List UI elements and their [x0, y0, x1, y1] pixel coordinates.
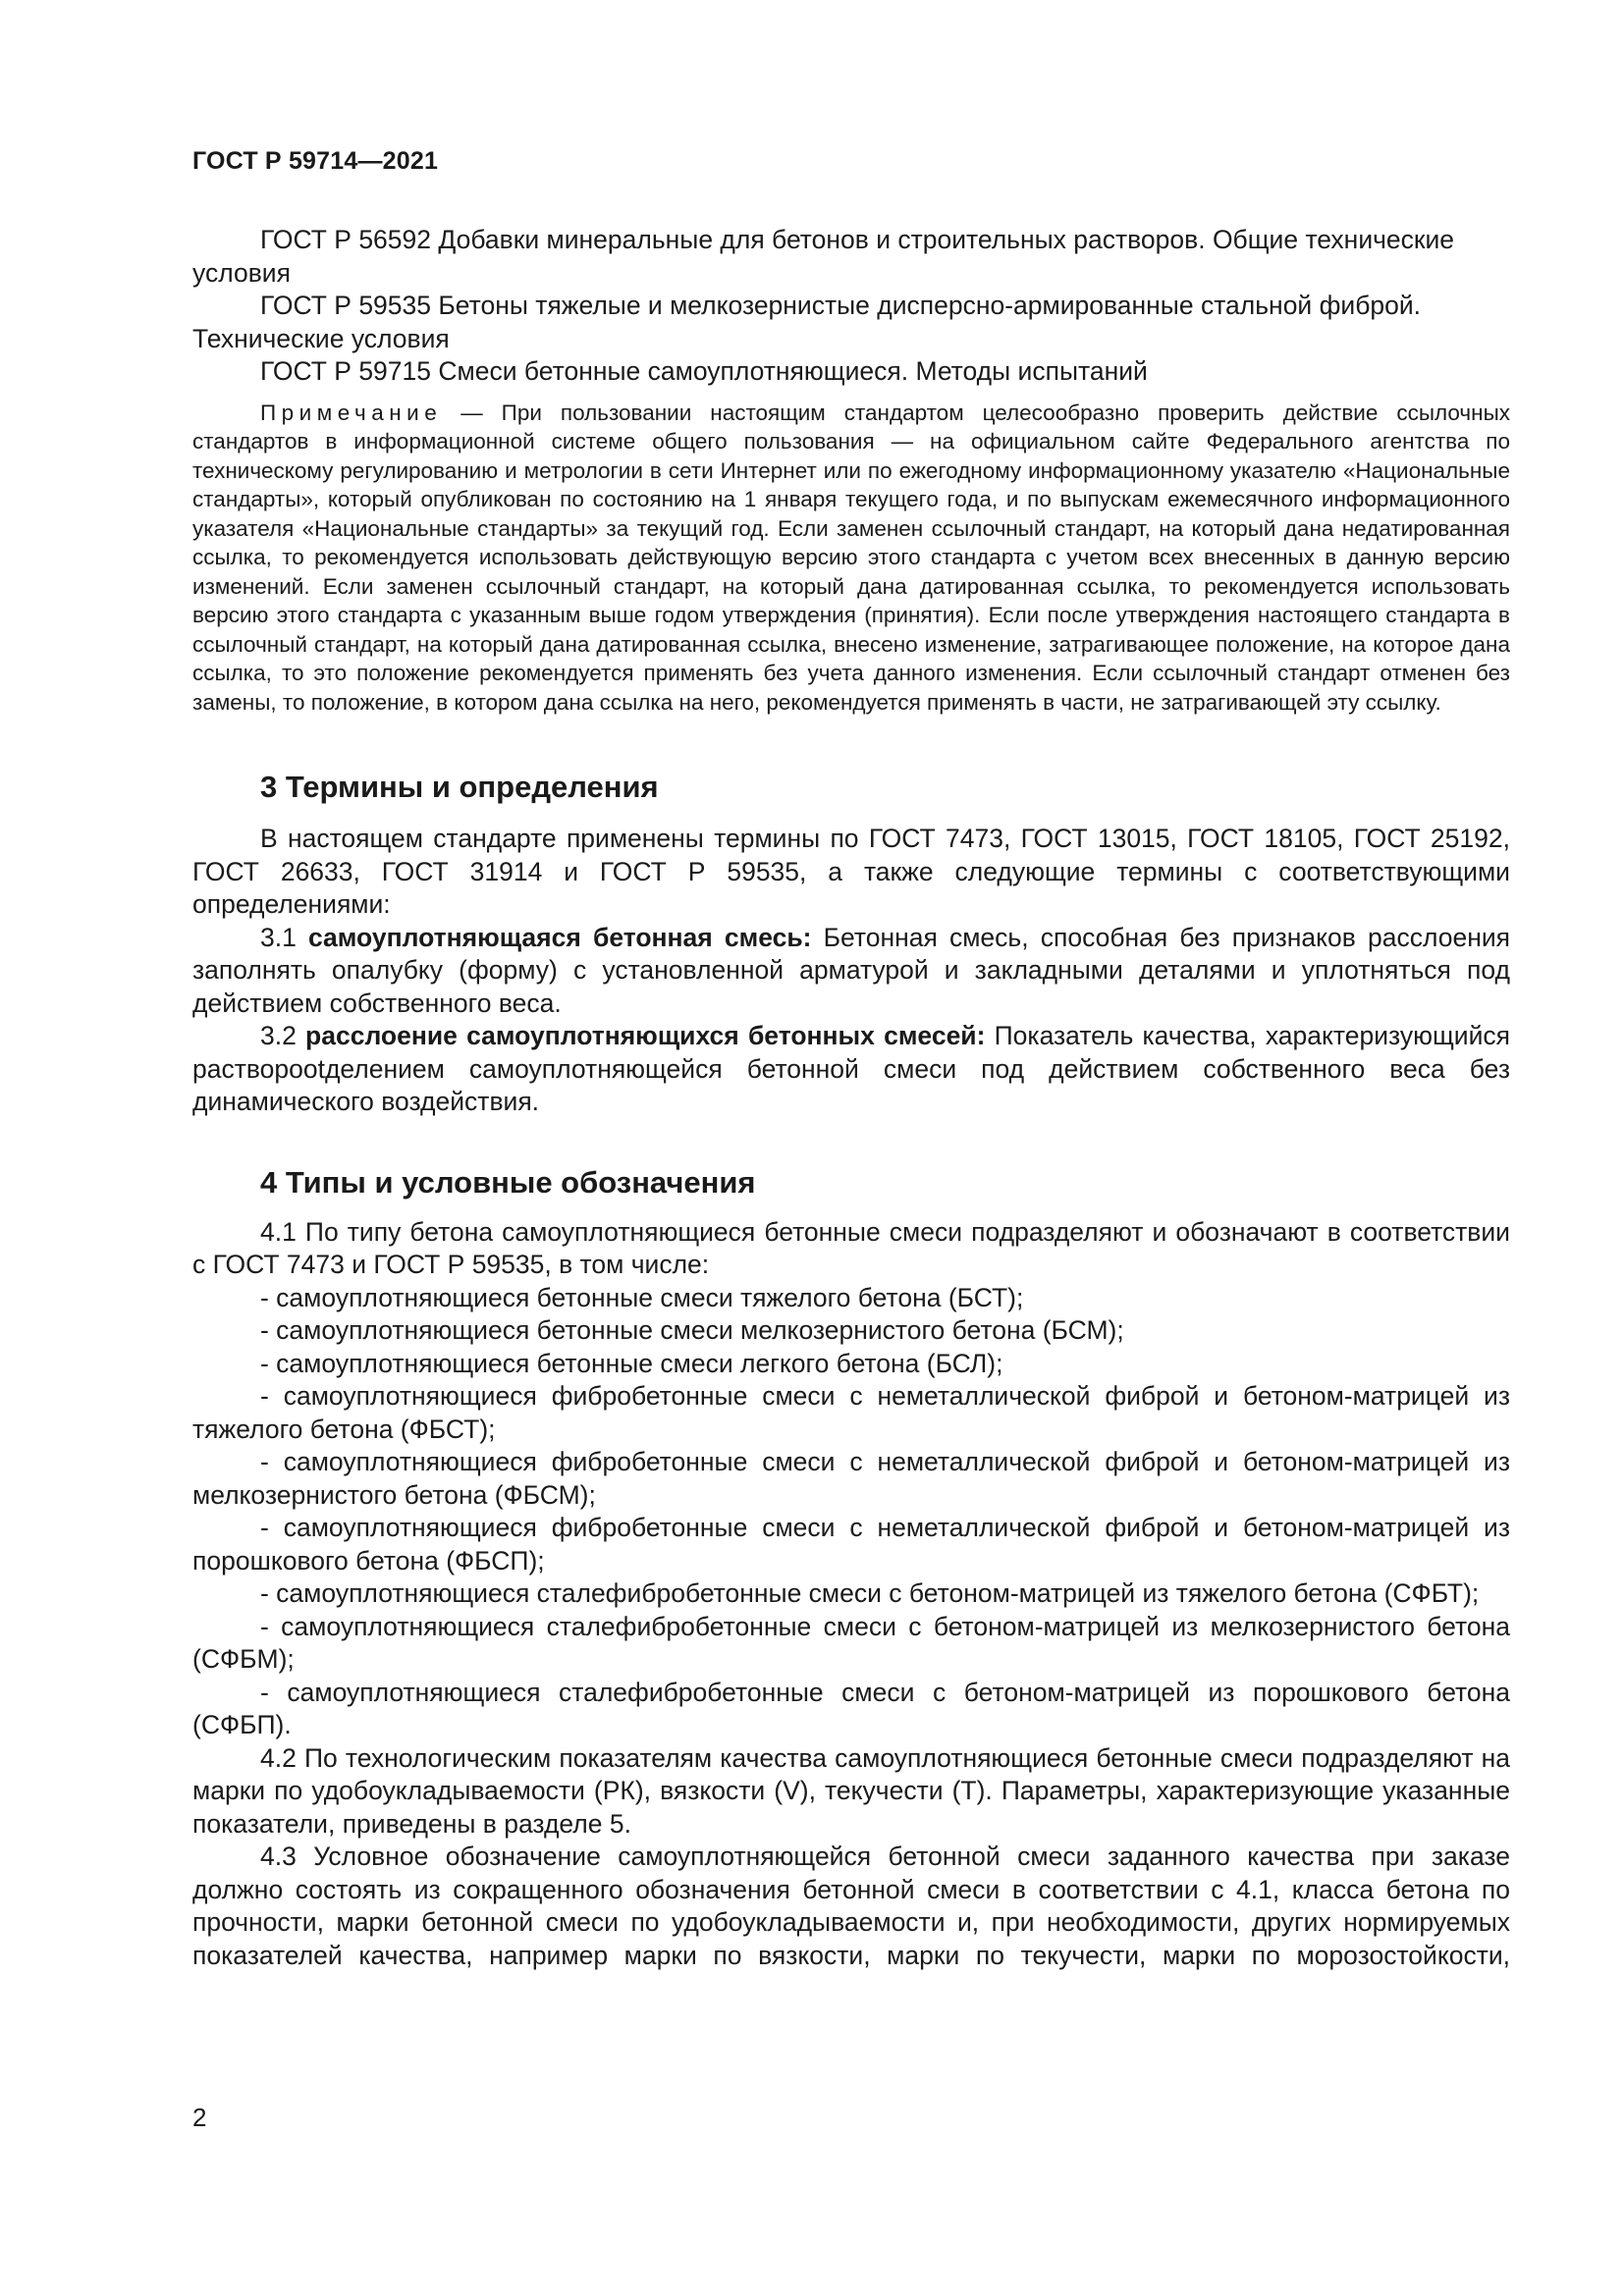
note-paragraph [192, 399, 1510, 718]
reference-item: ГОСТ Р 59715 Смеси бетонные самоуплотняющиеся. Методы испытаний [260, 356, 1148, 386]
list-item: - самоуплотняющиеся фибробетонные смеси с неметаллической фиброй и бетоном-матрицей из тяжелого бетона (ФБСТ); [192, 1381, 1510, 1444]
list-item: - самоуплотняющиеся бетонные смеси легкого бетона (БСЛ); [260, 1348, 1003, 1378]
term-definition-3-2 [192, 1020, 1510, 1119]
term-text: Бетонная смесь, способная без признаков расслоения заполнять опалубку (форму) с установленной арматурой и закладными деталями и уплотняться под действием собственного веса. [192, 922, 1511, 1018]
paragraph-4-3: 4.3 Условное обозначение самоуплотняющейся бетонной смеси заданного качества при заказе должно состоять из сокращенного обозначения бетонной смеси в соответствии с 4.1, класса бетона по прочности, марки бетонной смеси по удобоукладываемости и, при необходимости, других нормируемых показателей качества, например марки по вязкости, марки по текучести, марки по морозостойкости, [192, 1842, 1510, 1970]
paragraph-4-1: 4.1 По типу бетона самоуплотняющиеся бетонные смеси подразделяют и обозначают в соответствии с ГОСТ 7473 и ГОСТ Р 59535, в том числе: [192, 1216, 1510, 1279]
document-header: ГОСТ Р 59714—2021 [192, 147, 439, 175]
section-4-heading: 4 Типы и условные обозначения [260, 1164, 756, 1200]
list-item: - самоуплотняющиеся сталефибробетонные смеси с бетоном-матрицей из мелкозернистого бетона (СФБМ); [192, 1611, 1510, 1674]
reference-item: ГОСТ Р 56592 Добавки минеральные для бетонов и строительных растворов. Общие технические условия [192, 225, 1455, 288]
term-number: 3.1 [260, 922, 308, 952]
document-body [192, 224, 1510, 1972]
list-item: - самоуплотняющиеся бетонные смеси мелкозернистого бетона (БСМ); [260, 1315, 1124, 1345]
term-definition-3-1 [192, 922, 1510, 1021]
page-number: 2 [192, 2103, 207, 2132]
list-item: - самоуплотняющиеся сталефибробетонные смеси с бетоном-матрицей из порошкового бетона (СФБП). [192, 1677, 1510, 1739]
term-number: 3.2 [260, 1021, 306, 1050]
term-name: расслоение самоуплотняющихся бетонных смесей: [305, 1021, 986, 1050]
list-item: - самоуплотняющиеся фибробетонные смеси с неметаллической фиброй и бетоном-матрицей из порошкового бетона (ФБСП); [192, 1513, 1510, 1575]
list-item: - самоуплотняющиеся фибробетонные смеси с неметаллической фиброй и бетоном-матрицей из мелкозернистого бетона (ФБСМ); [192, 1447, 1510, 1510]
note-text: — При пользовании настоящим стандартом целесообразно проверить действие ссылочных стандартов в информационной системе общего пользования — на официальном сайте Федерального агентства по техническому регулированию и метрологии в сети Интернет или по ежегодному информационному указателю «Национальные стандарты», который опубликован по состоянию на 1 января текущего года, и по выпускам ежемесячного информационного указателя «Национальные стандарты» за текущий год. Если заменен ссылочный стандарт, на который дана недатированная ссылка, то рекомендуется использовать действующую версию этого стандарта с учетом всех внесенных в данную версию изменений. Если заменен ссылочный стандарт, на который дана датированная ссылка, то рекомендуется использовать версию этого стандарта с указанным выше годом утверждения (принятия). Если после утверждения настоящего стандарта в ссылочный стандарт, на который дана датированная ссылка, внесено изменение, затрагивающее положение, на которое дана ссылка, то это положение рекомендуется применять без учета данного изменения. Если ссылочный стандарт отменен без замены, то положение, в котором дана ссылка на него, рекомендуется применять в части, не затрагивающей эту ссылку. [192, 400, 1510, 715]
reference-item: ГОСТ Р 59535 Бетоны тяжелые и мелкозернистые дисперсно-армированные стальной фиброй. Технические условия [192, 291, 1422, 353]
list-item: - самоуплотняющиеся бетонные смеси тяжелого бетона (БСТ); [260, 1282, 1024, 1312]
paragraph-4-2: 4.2 По технологическим показателям качества самоуплотняющиеся бетонные смеси подразделяют на марки по удобоукладываемости (РК), вязкости (V), текучести (Т). Параметры, характеризующие указанные показатели, приведены в разделе 5. [192, 1742, 1510, 1839]
note-label: Примечание [260, 400, 443, 425]
term-name: самоуплотняющаяся бетонная смесь: [308, 922, 812, 952]
section-3-heading: 3 Термины и определения [260, 770, 659, 804]
section-3-intro: В настоящем стандарте применены термины по ГОСТ 7473, ГОСТ 13015, ГОСТ 18105, ГОСТ 25192, ГОСТ 26633, ГОСТ 31914 и ГОСТ Р 59535, а также следующие термины с соответствующими определениями: [192, 824, 1510, 919]
list-item: - самоуплотняющиеся сталефибробетонные смеси с бетоном-матрицей из тяжелого бетона (СФБТ); [260, 1578, 1480, 1608]
term-text: Показатель качества, характеризующийся растворootделением самоуплотняющейся бетонной смеси под действием собственного веса без динамического воздействия. [192, 1021, 1510, 1116]
